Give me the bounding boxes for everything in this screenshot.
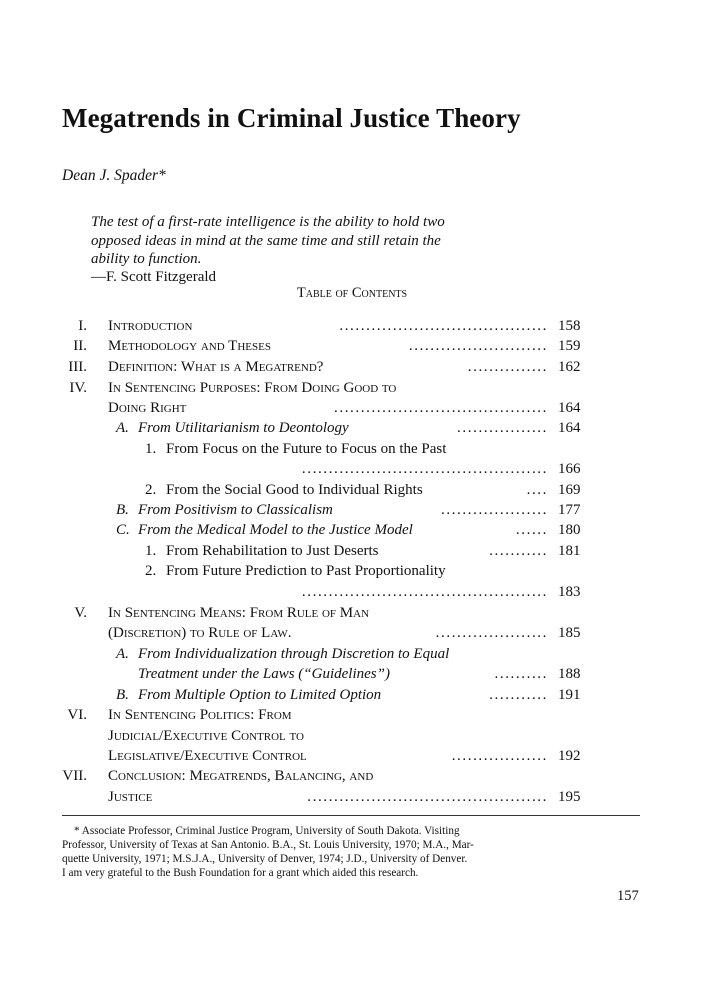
toc-entry-number: B. [116,502,129,518]
toc-entry-label: Treatment under the Laws (“Guidelines”) [138,666,390,682]
toc-entry-continuation [0,789,704,809]
toc-leader: .............................................. [301,461,548,477]
footnote-line: * Associate Professor, Criminal Justice Program, University of South Dakota. Visiting [74,825,460,837]
toc-entry-label: Definition: What is a Megatrend? [108,359,324,375]
author-name: Dean J. Spader* [62,167,166,184]
toc-entry-number: VI. [67,707,87,723]
toc-entry [0,420,704,440]
toc-entry [0,502,704,522]
toc-entry [0,338,704,358]
footnote-line: I am very grateful to the Bush Foundation for a grant which aided this research. [62,867,419,879]
footnote-divider [62,815,640,816]
toc-heading: Table of Contents [296,285,408,301]
toc-entry-page: 180 [558,522,581,538]
toc-entry-number: 2. [145,482,157,498]
toc-entry-label: Doing Right [108,400,187,416]
epigraph-attribution: —F. Scott Fitzgerald [91,269,217,285]
toc-leader: ................. [457,420,548,436]
toc-entry [0,646,704,666]
toc-entry [0,687,704,707]
toc-entry-continuation [0,584,704,604]
toc-entry-label: From Positivism to Classicalism [138,502,333,518]
footnote-line: quette University, 1971; M.S.J.A., University of Denver, 1974; J.D., University of Denver. [62,853,468,865]
page-number: 157 [617,888,639,904]
toc-entry-number: C. [116,522,130,538]
toc-entry-page: 164 [558,400,581,416]
toc-entry-label: In Sentencing Means: From Rule of Man [108,605,370,621]
toc-entry-page: 162 [558,359,581,375]
toc-entry-number: I. [78,318,87,334]
toc-leader: ............... [467,359,548,375]
toc-entry-label: From Individualization through Discretion to Equal [138,646,450,662]
toc-entry-number: A. [116,420,129,436]
toc-entry-page: 177 [558,502,581,518]
toc-entry-label: Conclusion: Megatrends, Balancing, and [108,768,374,784]
toc-entry-continuation [0,666,704,686]
toc-entry-page: 169 [558,482,581,498]
toc-entry-number: 1. [145,441,157,457]
toc-entry-continuation [0,728,704,748]
toc-entry-label: Justice [108,789,153,805]
toc-leader: ..................... [435,625,548,641]
toc-entry-continuation [0,400,704,420]
epigraph-line: opposed ideas in mind at the same time and still retain the [91,233,441,249]
toc-leader: .... [526,482,548,498]
toc-leader: .......................... [408,338,548,354]
toc-entry [0,380,704,400]
toc-leader: ...... [515,522,548,538]
toc-entry-page: 181 [558,543,581,559]
toc-entry-label: In Sentencing Purposes: From Doing Good to [108,380,397,396]
toc-leader: ........... [489,687,548,703]
toc-entry-label: From Focus on the Future to Focus on the Past [166,441,447,457]
toc-entry-page: 191 [558,687,581,703]
toc-entry [0,605,704,625]
toc-entry-number: V. [74,605,87,621]
toc-entry [0,482,704,502]
toc-leader: ........................................ [334,400,548,416]
toc-entry [0,359,704,379]
toc-entry-label: From Multiple Option to Limited Option [138,687,382,703]
toc-entry-page: 166 [558,461,581,477]
toc-leader: ....................................... [339,318,548,334]
toc-leader: ........... [489,543,548,559]
toc-entry [0,563,704,583]
footnote-line: Professor, University of Texas at San Antonio. B.A., St. Louis University, 1970; M.A., Mar- [62,839,474,851]
toc-leader: .............................................. [301,584,548,600]
toc-entry [0,768,704,788]
toc-entry-number: A. [116,646,129,662]
toc-entry-number: IV. [69,380,87,396]
toc-entry-page: 164 [558,420,581,436]
toc-entry-page: 192 [558,748,581,764]
toc-entry-label: Legislative/Executive Control [108,748,307,764]
toc-entry-number: 2. [145,563,157,579]
toc-entry-number: B. [116,687,129,703]
toc-entry-label: Methodology and Theses [108,338,271,354]
toc-entry-continuation [0,625,704,645]
toc-entry-label: From Utilitarianism to Deontology [138,420,349,436]
toc-entry [0,522,704,542]
toc-entry [0,707,704,727]
toc-entry-number: 1. [145,543,157,559]
toc-entry-label: In Sentencing Politics: From [108,707,292,723]
toc-entry-page: 183 [558,584,581,600]
toc-entry [0,441,704,461]
toc-entry-label: Judicial/Executive Control to [108,728,304,744]
toc-leader: ............................................. [307,789,548,805]
toc-entry-label: From Future Prediction to Past Proportionality [166,563,446,579]
toc-entry-number: II. [73,338,87,354]
toc-entry-page: 159 [558,338,581,354]
toc-leader: .......... [494,666,548,682]
toc-entry-label: From the Social Good to Individual Rights [166,482,423,498]
toc-entry-label: (Discretion) to Rule of Law. [108,625,292,641]
toc-entry [0,543,704,563]
epigraph-line: The test of a first-rate intelligence is the ability to hold two [91,214,445,230]
toc-entry-page: 158 [558,318,581,334]
toc-entry-page: 185 [558,625,581,641]
toc-entry [0,318,704,338]
toc-entry-page: 195 [558,789,581,805]
toc-entry-number: III. [68,359,87,375]
toc-entry-label: Introduction [108,318,193,334]
toc-entry-continuation [0,461,704,481]
toc-entry-label: From Rehabilitation to Just Deserts [166,543,379,559]
toc-entry-number: VII. [62,768,87,784]
article-title: Megatrends in Criminal Justice Theory [62,103,521,133]
toc-entry-page: 188 [558,666,581,682]
toc-leader: .................... [441,502,548,518]
epigraph-line: ability to function. [91,251,202,267]
toc-entry-label: From the Medical Model to the Justice Model [138,522,413,538]
toc-leader: .................. [451,748,548,764]
toc-entry-continuation [0,748,704,768]
